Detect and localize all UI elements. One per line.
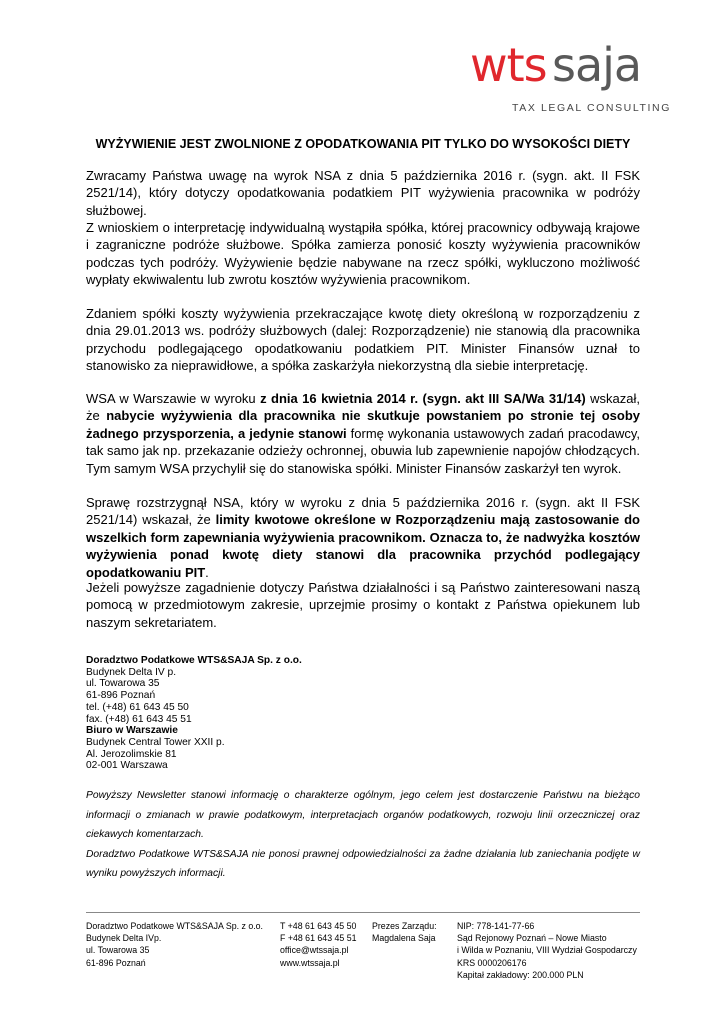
nsa-ruling-key-point: limity kwotowe określone w Rozporządzeniu mają zastosowanie do wszelkich form zapewniania wyżywienia pracownikom. Oznacza to, że nadwyżka kosztów wyżywienia ponad kwotę diety stanowi dla pracownika przychód podlegający opodatkowaniu PIT: [86, 512, 641, 580]
contact-phone: tel. (+48) 61 643 45 50: [86, 701, 189, 713]
nsa-text-1: Sprawę rozstrzygnął NSA, który w wyroku z dnia 5 października 2016 r. (sygn. akt II FSK 2521/14) wskazał, że: [86, 495, 640, 528]
paragraph-company-position: Zdaniem spółki koszty wyżywienia przekraczające kwotę diety określoną w rozporządzeniu z dnia 29.01.2013 ws. podróży służbowych (dalej: Rozporządzenie) nie stanowią dla pracownika przychodu podlegającego opodatkowaniu podatkiem PIT. Minister Finansów uznał to stanowisko za nieprawidłowe, a spółka zaskarżyła niekorzystną dla siebie interpretację.: [86, 306, 640, 374]
footer-phone: T +48 61 643 45 50: [280, 921, 357, 931]
contact-line: ul. Towarowa 35: [86, 678, 160, 690]
footer-company: [86, 920, 263, 969]
logo-tagline: TAX LEGAL CONSULTING: [512, 102, 671, 114]
footer-line: i Wilda w Poznaniu, VIII Wydział Gospodarczy: [457, 945, 637, 956]
footer-line: Prezes Zarządu:: [372, 921, 437, 931]
logo-wts-text: wts: [470, 38, 547, 92]
contact-line: Budynek Central Tower XXII p.: [86, 736, 225, 748]
footer-line: Doradztwo Podatkowe WTS&SAJA Sp. z o.o.: [86, 921, 263, 931]
footer-line: NIP: 778-141-77-66: [457, 921, 535, 931]
disclaimer: [86, 786, 640, 884]
wsa-ruling-date: z dnia 16 kwietnia 2014 r. (sygn. akt III SA/Wa 31/14): [260, 391, 586, 406]
nsa-text-2: .: [205, 564, 209, 580]
footer-line: 61-896 Poznań: [86, 957, 146, 968]
footer-contact: [280, 920, 357, 969]
company-logo: [470, 38, 671, 114]
contact-line: 02-001 Warszawa: [86, 760, 168, 772]
paragraph-wsa-ruling: [86, 390, 640, 477]
contact-company-name: Doradztwo Podatkowe WTS&SAJA Sp. z o.o.: [86, 655, 302, 666]
contact-fax: fax. (+48) 61 643 45 51: [86, 713, 192, 725]
contact-block: [86, 655, 302, 772]
wsa-text-3: formę wykonania ustawowych zadań pracodawcy, tak samo jak np. przekazanie odzieży ochronnej, obuwia lub zapewnienie napojów chłodzących. Tym samym WSA przychylił się do stanowiska spółki. Minister Finansów zaskarżył ten wyrok.: [86, 425, 640, 476]
paragraph-intro: Zwracamy Państwa uwagę na wyrok NSA z dnia 5 października 2016 r. (sygn. akt. II FSK 2521/14), który dotyczy opodatkowania podatkiem PIT wyżywienia pracownika w podróży służbowej.: [86, 168, 640, 218]
wsa-text-2: wskazał, że: [86, 391, 640, 424]
footer-line: Budynek Delta IVp.: [86, 933, 162, 944]
paragraph-request: Z wnioskiem o interpretację indywidualną wystąpiła spółka, której pracownicy odbywają krajowe i zagraniczne podróże służbowe. Spółka zamierza ponosić koszty wyżywienia pracowników podczas tych podróży. Wyżywienie będzie nabywane na rzecz spółki, wykluczono możliwość wypłaty ekwiwalentu lub zwrotu kosztów wyżywienia pracownikom.: [86, 220, 640, 288]
paragraph-nsa-ruling: [86, 494, 640, 581]
footer-registration: [457, 920, 637, 981]
footer-line: Sąd Rejonowy Poznań – Nowe Miasto: [457, 933, 607, 944]
disclaimer-liability: Doradztwo Podatkowe WTS&SAJA nie ponosi prawnej odpowiedzialności za żadne działania lub zaniechania podjęte w wyniku powyższych informacji.: [86, 848, 640, 879]
footer-line: ul. Towarowa 35: [86, 945, 150, 956]
document-title: WYŻYWIENIE JEST ZWOLNIONE Z OPODATKOWANIA PIT TYLKO DO WYSOKOŚCI DIETY: [95, 137, 631, 151]
footer-line: Magdalena Saja: [372, 933, 436, 944]
disclaimer-newsletter: Powyższy Newsletter stanowi informację o charakterze ogólnym, jego celem jest dostarczenie Państwu na bieżąco informacji o zmianach w prawie podatkowym, interpretacjach organów podatkowych, rozwoju linii orzeczniczej oraz ciekawych komentarzach.: [86, 790, 640, 840]
footer-line: KRS 0000206176: [457, 957, 527, 968]
footer-line: Kapitał zakładowy: 200.000 PLN: [457, 969, 584, 980]
footer-divider: [86, 912, 640, 913]
logo-saja-text: saja: [552, 38, 642, 92]
footer-website-link[interactable]: www.wtssaja.pl: [280, 957, 340, 968]
footer-email-link[interactable]: office@wtssaja.pl: [280, 945, 349, 956]
wsa-text-1: WSA w Warszawie w wyroku: [86, 391, 261, 406]
wsa-ruling-key-point: nabycie wyżywienia dla pracownika nie skutkuje powstaniem po stronie tej osoby żadnego przysporzenia, a jedynie stanowi: [86, 408, 641, 441]
paragraph-contact-invitation: Jeżeli powyższe zagadnienie dotyczy Państwa działalności i są Państwo zainteresowani naszą pomocą w przedmiotowym zakresie, uprzejmie prosimy o kontakt z Państwa opiekunem lub naszym sekretariatem.: [86, 580, 640, 630]
warsaw-office-title: Biuro w Warszawie: [86, 725, 178, 737]
footer-management: [372, 920, 437, 944]
footer-fax: F +48 61 643 45 51: [280, 933, 357, 944]
contact-line: 61-896 Poznań: [86, 690, 156, 702]
contact-line: Budynek Delta IV p.: [86, 666, 177, 678]
contact-line: Al. Jerozolimskie 81: [86, 748, 177, 760]
